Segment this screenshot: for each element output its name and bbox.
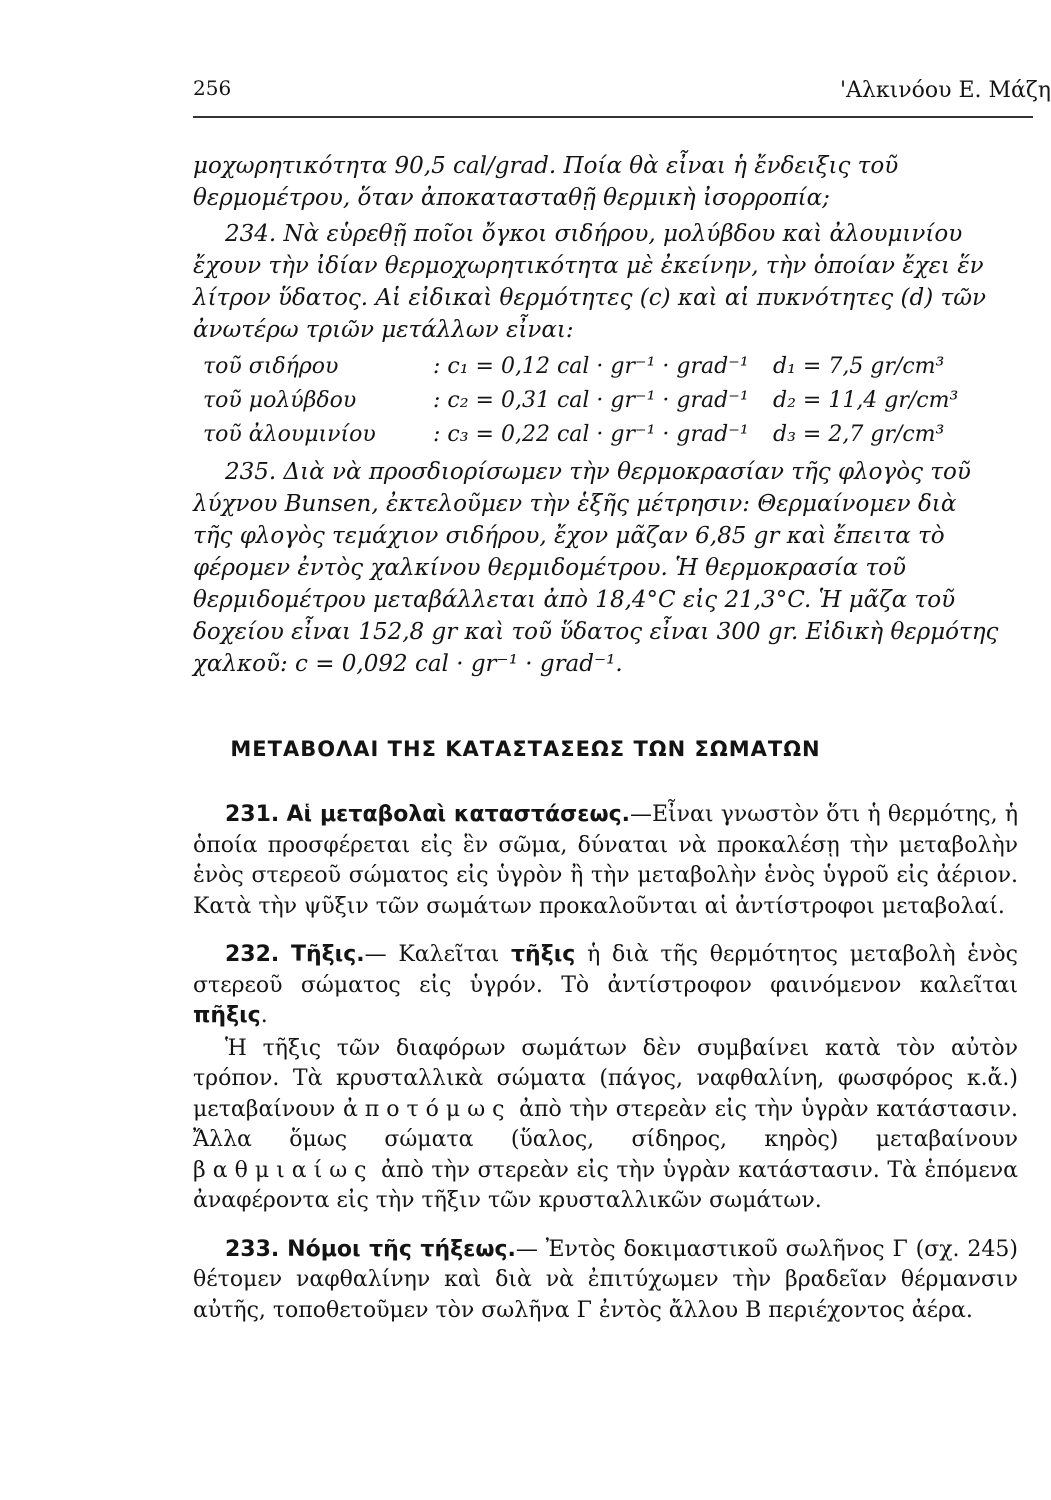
header-rule [193, 116, 1033, 118]
paragraph-text: ἀπὸ τὴν στερεὰν εἰς τὴν ὑγρὰν κατάστασιν. Τὰ ἑπόμενα ἀναφέροντα εἰς τὴν τῆξιν τῶν κρυσταλλικῶν σωμάτων. [193, 1157, 1018, 1213]
page-number: 256 [193, 76, 232, 100]
density: d₂ = 11,4 gr/cm³ [773, 388, 959, 413]
paragraph-text: — Καλεῖται [364, 942, 512, 967]
exercise-235: 235. Διὰ νὰ προσδιορίσωμεν τὴν θερμοκρασίαν τῆς φλογὸς τοῦ λύχνου Bunsen, ἐκτελοῦμεν τὴν ἑξῆς μέτρησιν: Θερμαίνομεν διὰ τῆς φλογὸς τεμάχιον σιδήρου, ἔχον μᾶζαν 6,85 gr καὶ ἔπειτα τὸ φέρομεν ἐντὸς χαλκίνου θερμιδομέτρου. Ἡ θερμοκρασία τοῦ θερμιδομέτρου μεταβάλλεται ἀπὸ 18,4°C εἰς 21,3°C. Ἡ μᾶζα τοῦ δοχείου εἶναι 152,8 gr καὶ τοῦ ὕδατος εἶναι 300 gr. Εἰδικὴ θερμότης χαλκοῦ: c = 0,092 cal · gr⁻¹ · grad⁻¹. [193, 459, 999, 677]
paragraph-number: 232. [225, 942, 280, 967]
paragraph-text: —Εἶναι γνωστὸν ὅτι ἡ θερμότης, ἡ ὁποία προσφέρεται εἰς ἓν σῶμα, δύναται νὰ προκαλέσῃ τὴν μεταβολὴν ἑνὸς στερεοῦ σώματος εἰς ὑγρὸν ἢ τὴν μεταβολὴν ἑνὸς ὑγροῦ εἰς ἀέριον. Κατὰ τὴν ψῦξιν τῶν σωμάτων προκαλοῦνται αἱ ἀντίστροφοι μεταβολαί. [193, 802, 1019, 919]
paragraph-text: — Ἐντὸς δοκιμαστικοῦ σωλῆνος Γ (σχ. 245) θέτομεν ναφθαλίνην καὶ διὰ νὰ ἐπιτύχωμεν τὴν βραδεῖαν θέρμανσιν αὐτῆς, τοποθετοῦμεν τὸν σωλῆνα Γ ἐντὸς ἄλλου Β περιέχοντος ἀέρα. [193, 1236, 1019, 1323]
exercise-233-continuation: μοχωρητικότητα 90,5 cal/grad. Ποία θὰ εἶναι ἡ ἔνδειξις τοῦ θερμομέτρου, ὅταν ἀποκατασταθῇ θερμικὴ ἰσορροπία; [193, 153, 899, 211]
specific-heat: : c₁ = 0,12 cal · gr⁻¹ · grad⁻¹ [433, 354, 749, 379]
term-bold: τῆξις [511, 942, 576, 967]
density: d₁ = 7,5 gr/cm³ [773, 354, 945, 379]
main-text [193, 800, 1018, 1344]
table-row [203, 384, 1003, 418]
paragraph-number: 233. [225, 1236, 280, 1262]
metal-name: τοῦ σιδήρου [203, 354, 339, 379]
table-row [203, 418, 1003, 452]
paragraph-heading: Νόμοι τῆς τήξεως. [287, 1236, 516, 1262]
paragraph-232-continued [193, 1034, 1018, 1217]
metal-name: τοῦ ἀλουμινίου [203, 422, 376, 447]
paragraph-232 [193, 940, 1018, 1032]
paragraph-231 [193, 800, 1018, 922]
spaced-word: ἀποτόμως [342, 1096, 512, 1122]
page-header [0, 76, 1051, 120]
metals-data-table [203, 350, 1003, 452]
exercises-block [193, 150, 1003, 684]
term-bold: πῆξις [193, 1003, 261, 1028]
paragraph-text: ἀπὸ τὴν στερεὰν εἰς τὴν ὑγρὰν κατάστασιν. Ἄλλα ὅμως σώματα (ὕαλος, σίδηρος, κηρὸς) μεταβαίνουν [193, 1096, 1018, 1152]
metal-name: τοῦ μολύβδου [203, 388, 357, 413]
paragraph-heading: Τῆξις. [291, 942, 365, 967]
density: d₃ = 2,7 gr/cm³ [773, 422, 945, 447]
exercise-234: 234. Νὰ εὑρεθῇ ποῖοι ὄγκοι σιδήρου, μολύβδου καὶ ἀλουμινίου ἔχουν τὴν ἰδίαν θερμοχωρητικότητα μὲ ἐκείνην, τὴν ὁποίαν ἔχει ἕν λίτρον ὕδατος. Αἱ εἰδικαὶ θερμότητες (c) καὶ αἱ πυκνότητες (d) τῶν ἀνωτέρω τριῶν μετάλλων εἶναι: [193, 221, 986, 343]
paragraph-number: 231. [225, 802, 280, 827]
specific-heat: : c₂ = 0,31 cal · gr⁻¹ · grad⁻¹ [433, 388, 749, 413]
paragraph-233 [193, 1235, 1018, 1327]
section-title: ΜΕΤΑΒΟΛΑΙ ΤΗΣ ΚΑΤΑΣΤΑΣΕΩΣ ΤΩΝ ΣΩΜΑΤΩΝ [230, 737, 821, 761]
paragraph-text: ἡ διὰ τῆς θερμότητος μεταβολὴ ἑνὸς στερεοῦ σώματος εἰς ὑγρόν. Τὸ ἀντίστροφον φαινόμενον καλεῖται [193, 942, 1019, 998]
running-head: 'Αλκινόου Ε. Μάζη [839, 78, 1051, 103]
paragraph-heading: Αἱ μεταβολαὶ καταστάσεως. [286, 802, 630, 827]
spaced-word: βαθμιαίως [193, 1157, 374, 1183]
paragraph-text: Ἡ τῆξις τῶν διαφόρων σωμάτων δὲν συμβαίνει κατὰ τὸν αὐτὸν τρόπον. Τὰ κρυσταλλικὰ σώματα (πάγος, ναφθαλίνη, φωσφόρος κ.ἄ.) μεταβαίνουν [193, 1035, 1018, 1122]
specific-heat: : c₃ = 0,22 cal · gr⁻¹ · grad⁻¹ [433, 422, 749, 447]
paragraph-text: . [260, 1003, 268, 1028]
table-row [203, 350, 1003, 384]
